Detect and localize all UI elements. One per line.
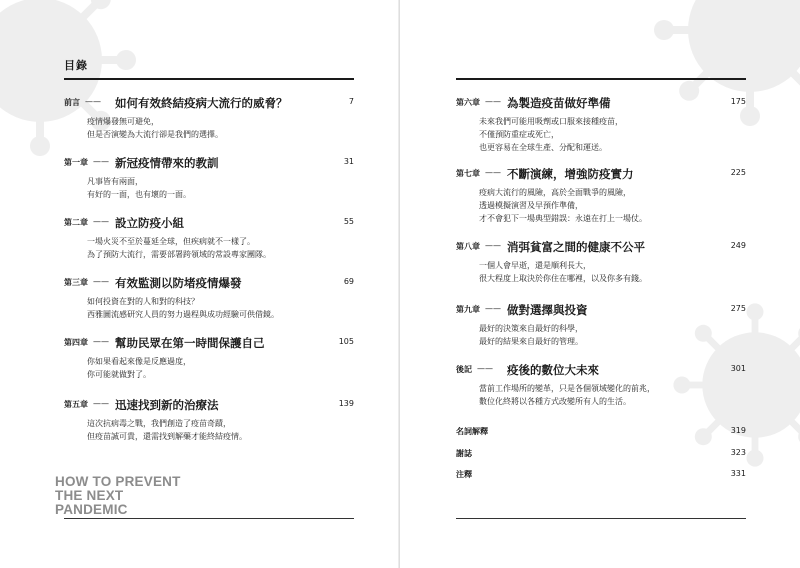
- summary-line: 一場火災不至於蔓延全球，但疾病就不一樣了。: [87, 237, 255, 246]
- summary-line: 你可能就做對了。: [87, 370, 151, 379]
- summary-line: 最好的結果來自最好的管理。: [479, 337, 583, 346]
- chapter-summary: [87, 295, 364, 321]
- chapter-label: 第四章: [64, 338, 88, 347]
- chapter-dash: ——: [85, 97, 101, 106]
- top-rule: [456, 78, 746, 80]
- page-number: 323: [730, 448, 746, 457]
- chapter-title: 疫後的數位大未來: [507, 363, 599, 377]
- chapter-label: 第七章: [456, 169, 480, 178]
- summary-line: 當前工作場所的變革，只是各個領域變化的前兆，: [479, 384, 655, 393]
- summary-line: 疫情爆發無可避免，: [87, 117, 159, 126]
- toc-title: 目錄: [64, 59, 88, 72]
- chapter-label: 後記: [456, 365, 472, 374]
- summary-line: 透過模擬演習及早預作準備，: [479, 201, 583, 210]
- back-matter-entry[interactable]: [456, 426, 756, 438]
- chapter-dash: ——: [485, 304, 501, 313]
- summary-line: 才不會犯下一場典型錯誤：永遠在打上一場仗。: [479, 214, 647, 223]
- chapter-label: 第九章: [456, 305, 480, 314]
- chapter-title: 如何有效終結疫病大流行的威脅？: [115, 96, 288, 110]
- chapter-label: 第八章: [456, 242, 480, 251]
- summary-line: 數位化終將以各種方式改變所有人的生活。: [479, 397, 631, 406]
- chapter-title: 消弭貧富之間的健康不公平: [507, 240, 645, 254]
- toc-entry[interactable]: [64, 215, 364, 261]
- watermark-line: HOW TO PREVENT: [55, 474, 181, 489]
- chapter-summary: [87, 355, 364, 381]
- page-number: 175: [730, 97, 746, 106]
- chapter-dash: ——: [93, 337, 109, 346]
- toc-entry-heading: [64, 215, 364, 231]
- chapter-summary: [479, 322, 756, 348]
- chapter-title: 有效監測以防堵疫情爆發: [115, 276, 242, 290]
- chapter-dash: ——: [485, 97, 501, 106]
- chapter-summary: [87, 235, 364, 261]
- chapter-summary: [87, 115, 364, 141]
- chapter-dash: ——: [93, 157, 109, 166]
- toc-entry-heading: [64, 275, 364, 291]
- chapter-title: 迅速找到新的治療法: [115, 398, 219, 412]
- chapter-dash: ——: [93, 277, 109, 286]
- page-number: 105: [338, 337, 354, 346]
- summary-line: 凡事皆有兩面，: [87, 177, 143, 186]
- page-number: 275: [730, 304, 746, 313]
- summary-line: 有好的一面，也有壞的一面。: [87, 190, 191, 199]
- top-rule: [64, 78, 354, 80]
- toc-entry-heading: [456, 239, 756, 255]
- toc-entry[interactable]: [456, 166, 756, 225]
- summary-line: 一個人會早逝，還是順利長大，: [479, 261, 591, 270]
- chapter-summary: [479, 115, 756, 154]
- chapter-title: 幫助民眾在第一時間保護自己: [115, 336, 265, 350]
- summary-line: 疫病大流行的風險，高於全面戰爭的風險，: [479, 188, 631, 197]
- chapter-label: 第五章: [64, 400, 88, 409]
- watermark-line: THE NEXT: [55, 488, 124, 503]
- chapter-dash: ——: [477, 364, 493, 373]
- summary-line: 西雅圖流感研究人員的努力過程與成功經驗可供借鏡。: [87, 310, 279, 319]
- page-number: 225: [730, 168, 746, 177]
- bottom-rule: [456, 518, 746, 519]
- page-number: 319: [730, 426, 746, 435]
- page-number: 139: [338, 399, 354, 408]
- summary-line: 如何投資在對的人和對的科技？: [87, 297, 199, 306]
- toc-entry-heading: [64, 95, 364, 111]
- chapter-summary: [87, 417, 364, 443]
- toc-entry-heading: [64, 397, 364, 413]
- toc-entry-heading: [456, 362, 756, 378]
- toc-entry[interactable]: [456, 362, 756, 408]
- chapter-dash: ——: [93, 217, 109, 226]
- summary-line: 但疫苗誠可貴，還需找到解藥才能終結疫情。: [87, 432, 247, 441]
- summary-line: 也更容易在全球生產、分配和運送。: [479, 143, 607, 152]
- chapter-label: 前言: [64, 98, 80, 107]
- page-number: 31: [343, 157, 354, 166]
- toc-entry-heading: [456, 302, 756, 318]
- summary-line: 但是否演變為大流行卻是我們的選擇。: [87, 130, 223, 139]
- toc-entry[interactable]: [64, 397, 364, 443]
- chapter-label: 第三章: [64, 278, 88, 287]
- back-matter-label: 謝誌: [456, 449, 472, 458]
- toc-entry-heading: [64, 335, 364, 351]
- toc-entry[interactable]: [64, 335, 364, 381]
- back-matter-label: 注釋: [456, 470, 472, 479]
- summary-line: 為了預防大流行，需要部署跨領域的常設專家團隊。: [87, 250, 271, 259]
- toc-entry-heading: [456, 95, 756, 111]
- chapter-summary: [479, 259, 756, 285]
- chapter-dash: ——: [93, 399, 109, 408]
- right-page: [400, 0, 800, 568]
- chapter-summary: [87, 175, 364, 201]
- toc-entry[interactable]: [64, 155, 364, 201]
- page-number: 69: [343, 277, 354, 286]
- toc-entry[interactable]: [456, 302, 756, 348]
- bottom-rule: [64, 518, 354, 519]
- summary-line: 不僅預防重症或死亡，: [479, 130, 559, 139]
- toc-entry[interactable]: [64, 275, 364, 321]
- book-title-watermark: [55, 475, 181, 517]
- back-matter-entry[interactable]: [456, 469, 756, 481]
- page-number: 55: [343, 217, 354, 226]
- toc-entry-heading: [456, 166, 756, 182]
- summary-line: 你如果看起來像是反應過度，: [87, 357, 191, 366]
- chapter-dash: ——: [485, 241, 501, 250]
- page-number: 7: [348, 97, 354, 106]
- chapter-dash: ——: [485, 168, 501, 177]
- chapter-title: 新冠疫情帶來的教訓: [115, 156, 219, 170]
- toc-entry[interactable]: [64, 95, 364, 141]
- summary-line: 很大程度上取決於你住在哪裡，以及你多有錢。: [479, 274, 647, 283]
- page-number: 331: [730, 469, 746, 478]
- chapter-title: 做對選擇與投資: [507, 303, 588, 317]
- back-matter-label: 名詞解釋: [456, 427, 488, 436]
- back-matter-entry[interactable]: [456, 448, 756, 460]
- chapter-summary: [479, 382, 756, 408]
- toc-entry-heading: [64, 155, 364, 171]
- chapter-label: 第六章: [456, 98, 480, 107]
- chapter-title: 為製造疫苗做好準備: [507, 96, 611, 110]
- chapter-label: 第一章: [64, 158, 88, 167]
- summary-line: 最好的決策來自最好的科學，: [479, 324, 583, 333]
- watermark-line: PANDEMIC: [55, 502, 128, 517]
- chapter-title: 設立防疫小組: [115, 216, 184, 230]
- summary-line: 未來我們可能用吸劑或口服來接種疫苗，: [479, 117, 623, 126]
- page-number: 249: [730, 241, 746, 250]
- summary-line: 這次抗病毒之戰，我們創造了疫苗奇蹟，: [87, 419, 231, 428]
- page-number: 301: [730, 364, 746, 373]
- chapter-title: 不斷演練，增強防疫實力: [507, 167, 634, 181]
- toc-entry[interactable]: [456, 95, 756, 154]
- chapter-summary: [479, 186, 756, 225]
- toc-entry[interactable]: [456, 239, 756, 285]
- chapter-label: 第二章: [64, 218, 88, 227]
